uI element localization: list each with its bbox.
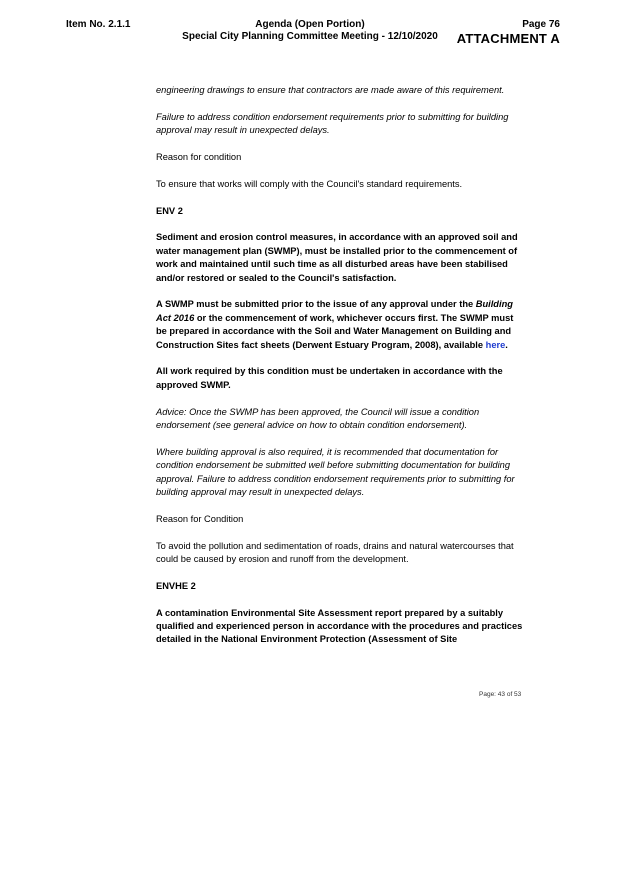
attachment-label: ATTACHMENT A (456, 31, 560, 46)
agenda-title-line1: Agenda (Open Portion) (255, 19, 365, 30)
swmp-text-a: A SWMP must be submitted prior to the issue of any approval under the (156, 299, 476, 310)
building-approval-advice: Where building approval is also required, it is recommended that documentation for condition endorsement be submitted well before submitting documentation for building approval. Failure to address condition endorsement requirements prior to submitting for building approval may result in unexpected delays. (156, 446, 515, 498)
swmp-text-end: . (505, 339, 508, 350)
agenda-title-line2: Special City Planning Committee Meeting - 12/10/2020 (182, 31, 438, 42)
item-number: Item No. 2.1.1 (66, 19, 131, 30)
reason-heading: Reason for condition (156, 152, 242, 162)
reason-text-2: To avoid the pollution and sedimentation of roads, drains and natural watercourses that could be caused by erosion and runoff from the development. (156, 540, 514, 565)
swmp-text-b: or the commencement of work, whichever occurs first. The SWMP must be prepared in accordance with the Soil and Water Management on Building and Construction Sites fact sheets (Derwent Estuary Program, 2008), available (156, 312, 514, 350)
condition-work-requirement: All work required by this condition must be undertaken in accordance with the approved SWMP. (156, 366, 503, 390)
document-body (156, 84, 526, 660)
building-act-reference: Building Act 2016 (156, 299, 513, 323)
condition-env2-text: Sediment and erosion control measures, in accordance with an approved soil and water management plan (SWMP), must be installed prior to the commencement of work and maintained until such time as all disturbed areas have been stabilised and/or restored or sealed to the Council's satisfaction. (156, 232, 518, 283)
page-number: Page 76 (522, 19, 560, 30)
reason-text: To ensure that works will comply with the Council's standard requirements. (156, 178, 463, 189)
condition-heading-env2: ENV 2 (156, 205, 183, 216)
page-header-right (457, 19, 560, 46)
reason-heading-2: Reason for Condition (156, 513, 244, 524)
advice-paragraph: Advice: Once the SWMP has been approved, the Council will issue a condition endorsement (see general advice on how to obtain condition endorsement). (156, 406, 480, 431)
paragraph-failure-warning: Failure to address condition endorsement requirements prior to submitting for building approval may result in unexpected delays. (156, 111, 509, 136)
here-link[interactable]: here (485, 339, 506, 350)
condition-heading-envhe2: ENVHE 2 (156, 580, 196, 591)
footer-page-counter: Page: 43 of 53 (479, 691, 522, 698)
agenda-title (160, 19, 460, 43)
condition-envhe2-text: A contamination Environmental Site Assessment report prepared by a suitably qualified and experienced person in accordance with the procedures and practices detailed in the National Environment Protection (Assessment of Site (156, 607, 523, 645)
paragraph-engineering-drawings: engineering drawings to ensure that contractors are made aware of this requirement. (156, 85, 505, 95)
swmp-submission-paragraph (156, 298, 526, 352)
